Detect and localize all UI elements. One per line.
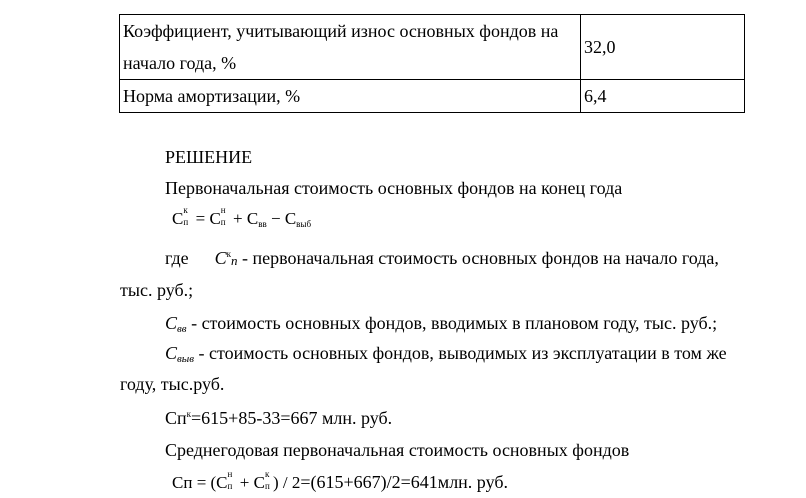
paragraph-average-cost: Среднегодовая первоначальная стоимость основных фондов	[165, 440, 630, 460]
variable-symbol: С	[165, 343, 178, 363]
variable-subscript: п	[231, 253, 238, 268]
paragraph-initial-cost: Первоначальная стоимость основных фондов на конец года	[165, 178, 623, 198]
calc-expression: =615+85-33=667 млн. руб.	[191, 408, 393, 428]
formula-operator: −	[266, 209, 285, 228]
formula-subscript: п	[183, 217, 189, 227]
definition-continuation: тыс. руб.;	[120, 280, 194, 300]
calc-expression: =(615+667)/2=641млн. руб.	[300, 472, 508, 492]
solution-heading: РЕШЕНИЕ	[165, 147, 253, 167]
formula-operator: =	[191, 209, 210, 228]
table-row	[120, 15, 745, 80]
formula-operator: = (С	[192, 473, 228, 492]
formula-superscript: н	[227, 469, 233, 479]
formula-operator: ) / 2	[272, 473, 301, 492]
table-cell-value: 6,4	[581, 80, 745, 113]
formula-subscript: п	[264, 481, 270, 491]
formula-superscript: к	[183, 205, 188, 215]
calc-symbol: Сп	[165, 408, 187, 428]
formula-symbol: Сп	[172, 473, 193, 492]
formula-subscript: п	[227, 481, 233, 491]
formula-symbol: С	[284, 209, 297, 228]
formula-superscript: н	[220, 205, 226, 215]
table-cell-label: Коэффициент, учитывающий износ основных фондов на начало года, %	[120, 15, 581, 80]
formula-subscript: п	[220, 217, 226, 227]
formula-superscript: к	[264, 469, 270, 479]
formula-subscript: выб	[296, 219, 312, 229]
variable-symbol: С	[214, 248, 227, 268]
calc-superscript: к	[186, 409, 192, 419]
formula-symbol: С	[246, 209, 259, 228]
formula-end-of-year-cost	[172, 205, 312, 229]
definition-text: - стоимость основных фондов, выводимых из эксплуатации в том же	[194, 343, 727, 363]
definition-initial-cost	[165, 248, 719, 269]
variable-symbol: С	[165, 313, 178, 333]
table-cell-label: Норма амортизации, %	[120, 80, 581, 113]
formula-operator: +	[228, 209, 247, 228]
formula-operator: + С	[235, 473, 265, 492]
table-cell-value: 32,0	[581, 15, 745, 80]
definition-introduced-assets	[165, 313, 717, 335]
parameters-table	[119, 14, 745, 113]
variable-subscript: выв	[177, 353, 195, 365]
variable-subscript: вв	[177, 323, 187, 335]
where-prefix: где	[165, 248, 189, 268]
definition-text: - первоначальная стоимость основных фондов на начало года,	[237, 248, 719, 268]
definition-text: - стоимость основных фондов, вводимых в плановом году, тыс. руб.;	[186, 313, 718, 333]
formula-symbol: С	[172, 209, 184, 228]
formula-average-cost	[172, 469, 508, 493]
definition-retired-assets	[165, 343, 727, 365]
definition-continuation: году, тыс.руб.	[120, 374, 225, 394]
formula-symbol: С	[209, 209, 221, 228]
variable-superscript: к	[226, 249, 232, 259]
table-row	[120, 80, 745, 113]
calculation-end-of-year-cost	[165, 408, 392, 429]
formula-subscript: вв	[258, 219, 267, 229]
